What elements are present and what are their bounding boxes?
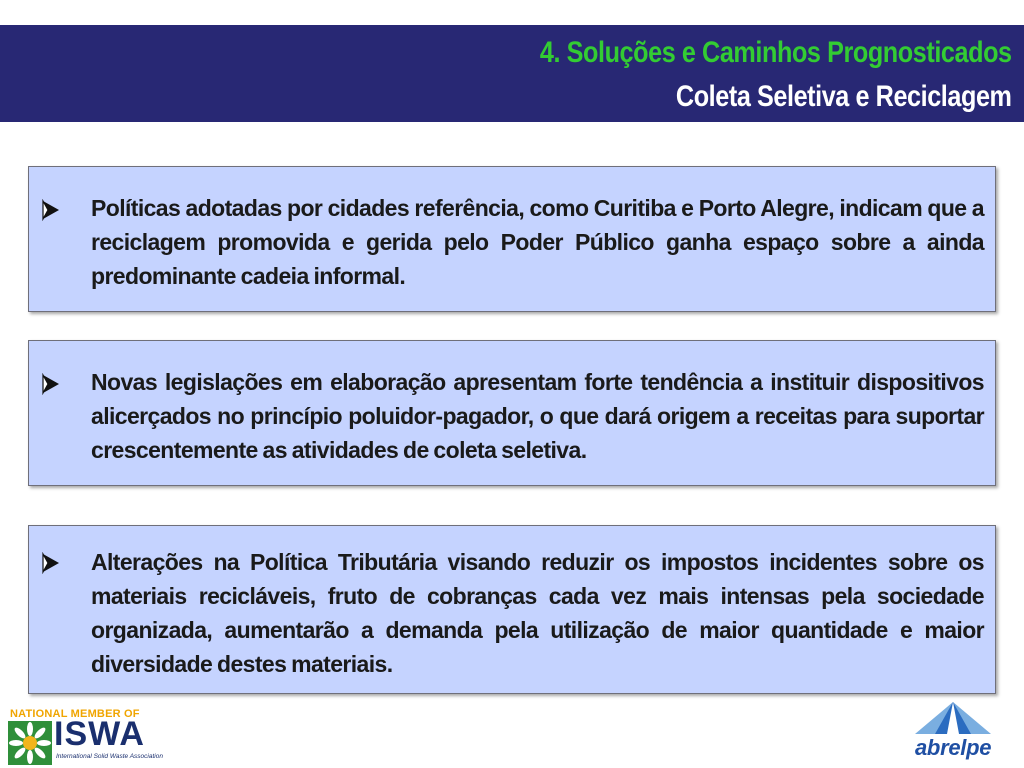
arrow-bullet-icon xyxy=(40,552,62,574)
arrow-bullet-icon xyxy=(40,373,62,395)
daisy-icon xyxy=(8,721,52,765)
iswa-national-member-label: NATIONAL MEMBER OF xyxy=(10,708,140,720)
iswa-logo xyxy=(6,708,176,764)
content-box-2 xyxy=(28,340,996,486)
iswa-subtitle: International Solid Waste Association xyxy=(56,753,163,760)
box-text: Alterações na Política Tributária visando reduzir os impostos incidentes sobre os materiais recicláveis, fruto de cobranças cada vez mais intensas pela sociedade organizada, aumentarão a demanda pela utilização de maior quantidade e maior diversidade destes materiais. xyxy=(91,549,984,677)
abrelpe-logo-text: abrelpe xyxy=(915,735,992,760)
page-title: 4. Soluções e Caminhos Prognosticados xyxy=(540,36,1012,69)
content-box-1 xyxy=(28,166,996,312)
arrow-bullet-icon xyxy=(40,199,62,221)
page-subtitle: Coleta Seletiva e Reciclagem xyxy=(676,80,1012,113)
content-box-3 xyxy=(28,525,996,694)
box-text: Novas legislações em elaboração apresentam forte tendência a instituir dispositivos alicerçados no princípio poluidor-pagador, o que dará origem a receitas para suportar crescentemente as atividades de coleta seletiva. xyxy=(91,369,984,463)
box-text: Políticas adotadas por cidades referência, como Curitiba e Porto Alegre, indicam que a reciclagem promovida e gerida pelo Poder Público ganha espaço sobre a ainda predominante cadeia informal. xyxy=(91,195,984,289)
abrelpe-logo-icon xyxy=(913,700,993,736)
iswa-name: ISWA xyxy=(54,715,145,753)
